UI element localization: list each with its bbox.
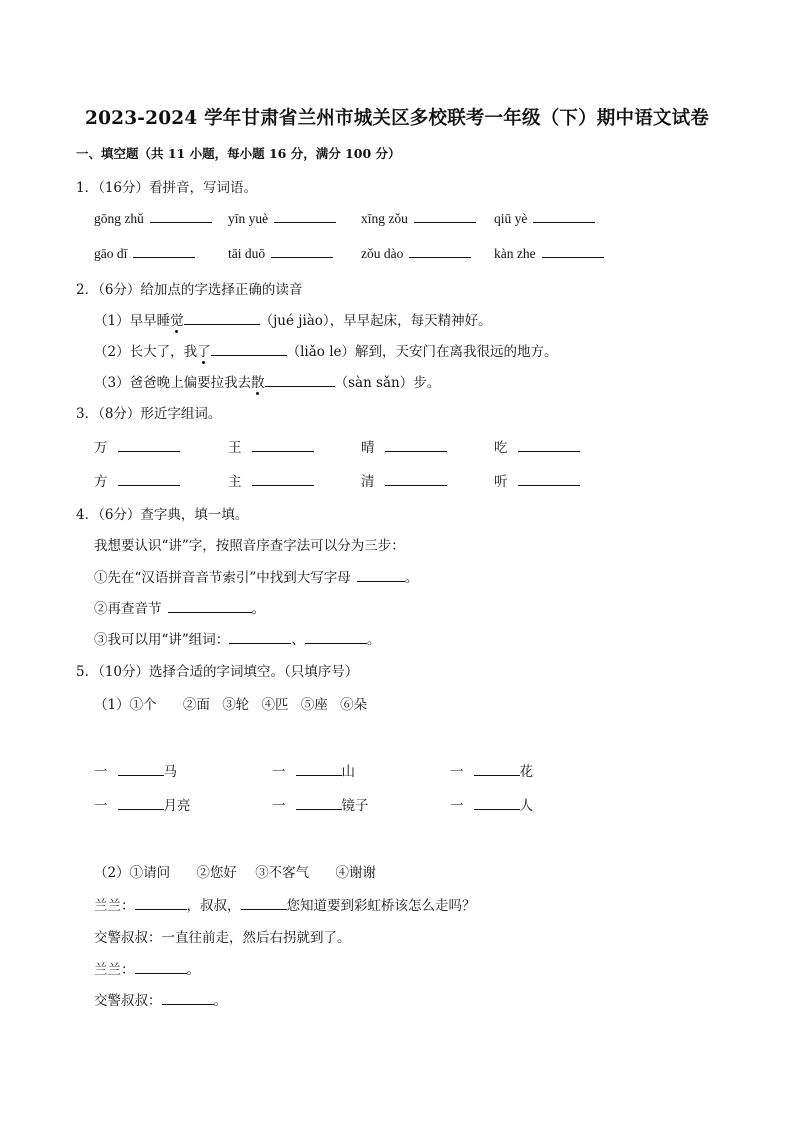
answer-blank[interactable]: [135, 896, 187, 910]
q3-item: 听: [494, 470, 580, 490]
q1-item: [494, 209, 595, 227]
q4-intro: 我想要认识“讲”字，按照音序查字法可以分为三步：: [94, 538, 405, 554]
q3-item: 万: [94, 436, 180, 456]
q3-item: 晴: [361, 436, 447, 456]
q5-item: 一 月亮: [94, 798, 191, 814]
answer-blank[interactable]: [118, 762, 164, 776]
pinyin: gāo dī: [94, 246, 128, 261]
answer-blank[interactable]: [385, 438, 447, 452]
dotted-char: 散: [251, 375, 265, 391]
q1-item: [94, 244, 195, 262]
q1-item: [228, 244, 333, 262]
section-heading: 一、填空题（共 11 小题，每小题 16 分，满分 100 分）: [76, 146, 401, 161]
q3-item: 清: [361, 470, 447, 490]
answer-blank[interactable]: [211, 342, 287, 356]
answer-blank[interactable]: [118, 796, 164, 810]
question-4-stem: 4．（6分）查字典，填一填。: [76, 507, 249, 523]
dialogue-line-2: 交警叔叔：一直往前走，然后右拐就到了。: [94, 930, 351, 946]
pinyin: qiū yè: [494, 211, 528, 226]
answer-blank[interactable]: [533, 209, 595, 223]
q3-item: 主: [228, 470, 314, 490]
pinyin: xīng zǒu: [361, 211, 408, 226]
q4-step-2: ②再查音节 。: [94, 601, 265, 617]
question-1-stem: 1．（16分）看拼音，写词语。: [76, 180, 258, 196]
page-title: 2023-2024 学年甘肃省兰州市城关区多校联考一年级（下）期中语文试卷: [85, 108, 709, 129]
q5-item: 一 花: [450, 764, 533, 780]
answer-blank[interactable]: [305, 630, 367, 644]
q2-sentence-2: （2）长大了，我了 （liǎo le）解到，天安门在离我很远的地方。: [94, 344, 558, 360]
answer-blank[interactable]: [118, 472, 180, 486]
answer-blank[interactable]: [542, 244, 604, 258]
question-3-stem: 3．（8分）形近字组词。: [76, 406, 222, 422]
answer-blank[interactable]: [168, 599, 252, 613]
q1-item: [361, 244, 471, 262]
dialogue-line-4: 交警叔叔： 。: [94, 993, 227, 1009]
pinyin: tāi duō: [228, 246, 266, 261]
q1-item: [94, 209, 212, 227]
q5-item: 一 山: [272, 764, 355, 780]
answer-blank[interactable]: [271, 244, 333, 258]
answer-blank[interactable]: [518, 472, 580, 486]
q5-part1-options: （1）①个 ②面 ③轮 ④匹 ⑤座 ⑥朵: [94, 697, 368, 713]
answer-blank[interactable]: [474, 762, 520, 776]
q5-item: 一 人: [450, 798, 533, 814]
answer-blank[interactable]: [252, 472, 314, 486]
q3-item: 吃: [494, 436, 580, 456]
answer-blank[interactable]: [252, 438, 314, 452]
pinyin: yīn yuè: [228, 211, 269, 226]
q3-item: 王: [228, 436, 314, 456]
answer-blank[interactable]: [518, 438, 580, 452]
dotted-char: 了: [197, 344, 211, 360]
answer-blank[interactable]: [265, 373, 335, 387]
q4-step-3: ③我可以用“讲”组词： 、 。: [94, 632, 381, 648]
answer-blank[interactable]: [133, 244, 195, 258]
answer-blank[interactable]: [118, 438, 180, 452]
q5-item: 一 镜子: [272, 798, 369, 814]
dialogue-line-3: 兰兰： 。: [94, 962, 200, 978]
question-2-stem: 2．（6分）给加点的字选择正确的读音: [76, 282, 303, 298]
q5-part2-options: （2）①请问 ②您好 ③不客气 ④谢谢: [94, 865, 376, 881]
answer-blank[interactable]: [414, 209, 476, 223]
q1-item: [494, 244, 604, 262]
question-5-stem: 5．（10分）选择合适的字词填空。（只填序号）: [76, 664, 359, 680]
answer-blank[interactable]: [184, 311, 260, 325]
q2-sentence-3: （3）爸爸晚上偏要拉我去散 （sàn sǎn）步。: [94, 375, 441, 391]
answer-blank[interactable]: [229, 630, 291, 644]
dotted-char: 觉: [170, 313, 184, 329]
dialogue-line-1: 兰兰： ，叔叔， 您知道要到彩虹桥该怎么走吗？: [94, 898, 476, 914]
pinyin: kàn zhe: [494, 246, 536, 261]
q1-item: [361, 209, 476, 227]
answer-blank[interactable]: [162, 991, 214, 1005]
answer-blank[interactable]: [296, 762, 342, 776]
q5-item: 一 马: [94, 764, 177, 780]
answer-blank[interactable]: [474, 796, 520, 810]
q3-item: 方: [94, 470, 180, 490]
answer-blank[interactable]: [357, 568, 405, 582]
answer-blank[interactable]: [241, 896, 287, 910]
q1-item: [228, 209, 336, 227]
answer-blank[interactable]: [150, 209, 212, 223]
pinyin: gōng zhǔ: [94, 211, 144, 226]
q2-sentence-1: （1）早早睡觉 （jué jiào），早早起床，每天精神好。: [94, 313, 492, 329]
answer-blank[interactable]: [409, 244, 471, 258]
pinyin: zǒu dào: [361, 246, 404, 261]
q4-step-1: ①先在“汉语拼音音节索引”中找到大写字母 。: [94, 570, 419, 586]
answer-blank[interactable]: [296, 796, 342, 810]
answer-blank[interactable]: [135, 960, 187, 974]
answer-blank[interactable]: [385, 472, 447, 486]
answer-blank[interactable]: [274, 209, 336, 223]
